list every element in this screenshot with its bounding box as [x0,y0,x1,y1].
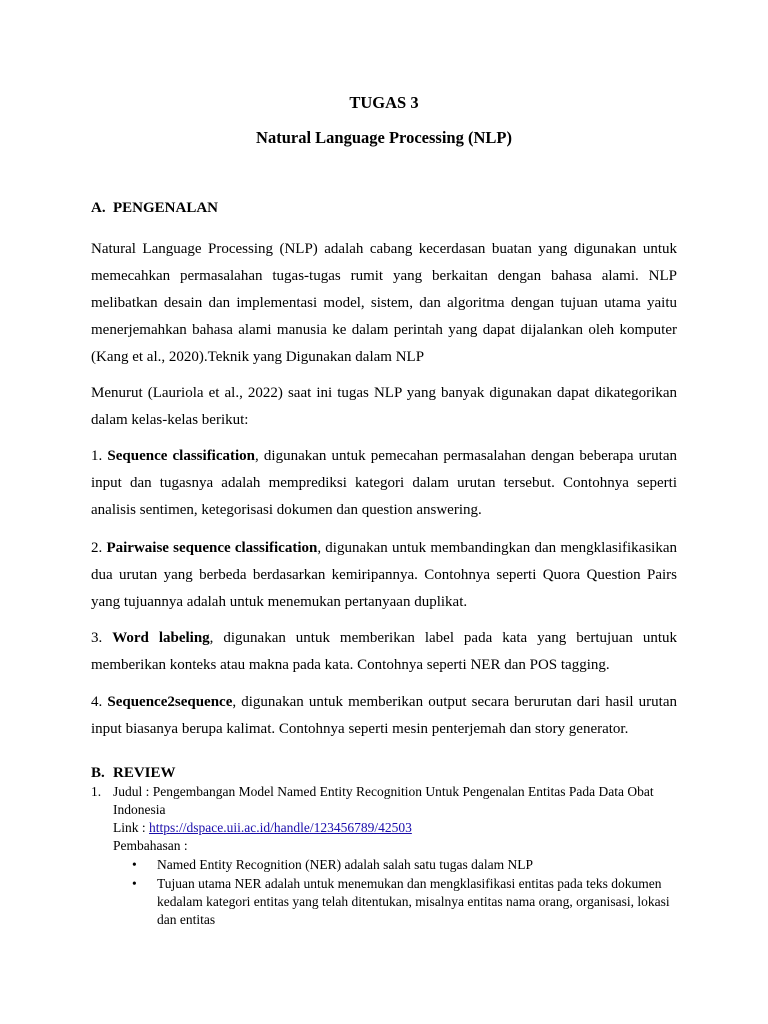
task-item-text: , digunakan untuk memberikan label pada kata yang bertujuan untuk memberikan konteks atau makna pada kata. Contohnya seperti NER dan POS tagging. [91,630,677,673]
task-item-number: 4. [91,694,103,710]
review-item-1 [91,783,691,929]
task-item-term: Pairwaise sequence classification [106,540,318,556]
review-judul: Judul : Pengembangan Model Named Entity Recognition Untuk Pengenalan Entitas Pada Data Obat Indonesia [113,784,654,817]
task-item-text: , digunakan untuk membandingkan dan mengklasifikasikan dua urutan yang berbeda berdasarkan kemiripannya. Contohnya seperti Quora Question Pairs yang tujuannya adalah untuk menemukan pertanyaan duplikat. [91,540,677,610]
review-link-line [113,819,691,837]
task-item-2 [91,535,677,616]
review-source-link[interactable]: https://dspace.uii.ac.id/handle/123456789/42503 [149,820,412,835]
task-item-term: Word labeling [112,630,210,646]
review-bullet-text: Named Entity Recognition (NER) adalah salah satu tugas dalam NLP [157,857,534,872]
intro-paragraph: Natural Language Processing (NLP) adalah cabang kecerdasan buatan yang digunakan untuk memecahkan permasalahan tugas-tugas rumit yang berkaitan dengan bahasa alami. NLP melibatkan desain dan implementasi model, sistem, dan algoritma dengan tujuan utama yaitu menerjemahkan bahasa alami manusia ke dalam perintah yang dapat dijalankan oleh komputer (Kang et al., 2020).Teknik yang Digunakan dalam NLP [91,241,677,365]
review-bullet-item [113,856,691,874]
review-bullet-text: Tujuan utama NER adalah untuk menemukan dan mengklasifikasi entitas pada teks dokumen kedalam kategori entitas yang telah ditentukan, misalnya entitas nama orang, organisasi, lokasi dan entitas [157,876,670,927]
document-title: TUGAS 3 [349,93,419,112]
bullet-icon: • [132,876,137,891]
review-pembahasan-label: Pembahasan : [113,838,188,853]
section-b-heading [91,765,176,782]
review-bullet-item [113,875,691,929]
document-subtitle: Natural Language Processing (NLP) [256,128,512,147]
task-item-1 [91,443,677,524]
task-item-number: 1. [91,448,103,464]
section-a-number: A. [91,200,106,216]
section-b-number: B. [91,765,105,781]
task-item-text: , digunakan untuk memberikan output secara berurutan dari hasil urutan input biasanya berupa kalimat. Contohnya seperti mesin penterjemah dan story generator. [91,694,678,737]
review-item-number: 1. [91,784,102,799]
task-item-number: 3. [91,630,103,646]
task-item-4 [91,689,677,743]
review-list [91,783,691,929]
review-bullet-list [113,856,691,929]
section-b-title: REVIEW [113,765,176,781]
task-item-text: , digunakan untuk pemecahan permasalahan dengan beberapa urutan input dan tugasnya adalah memprediksi kategori dalam urutan tersebut. Contohnya seperti analisis sentimen, ketegorisasi dokumen dan question answering. [91,448,678,518]
section-a-title: PENGENALAN [113,200,219,216]
review-link-label: Link : [113,820,149,835]
task-item-term: Sequence classification [107,448,256,464]
task-item-3 [91,625,677,679]
lead-paragraph: Menurut (Lauriola et al., 2022) saat ini tugas NLP yang banyak digunakan dapat dikategorikan dalam kelas-kelas berikut: [91,385,677,428]
section-a-heading [91,200,218,217]
task-item-number: 2. [91,540,103,556]
bullet-icon: • [132,857,137,872]
task-item-term: Sequence2sequence [107,694,233,710]
